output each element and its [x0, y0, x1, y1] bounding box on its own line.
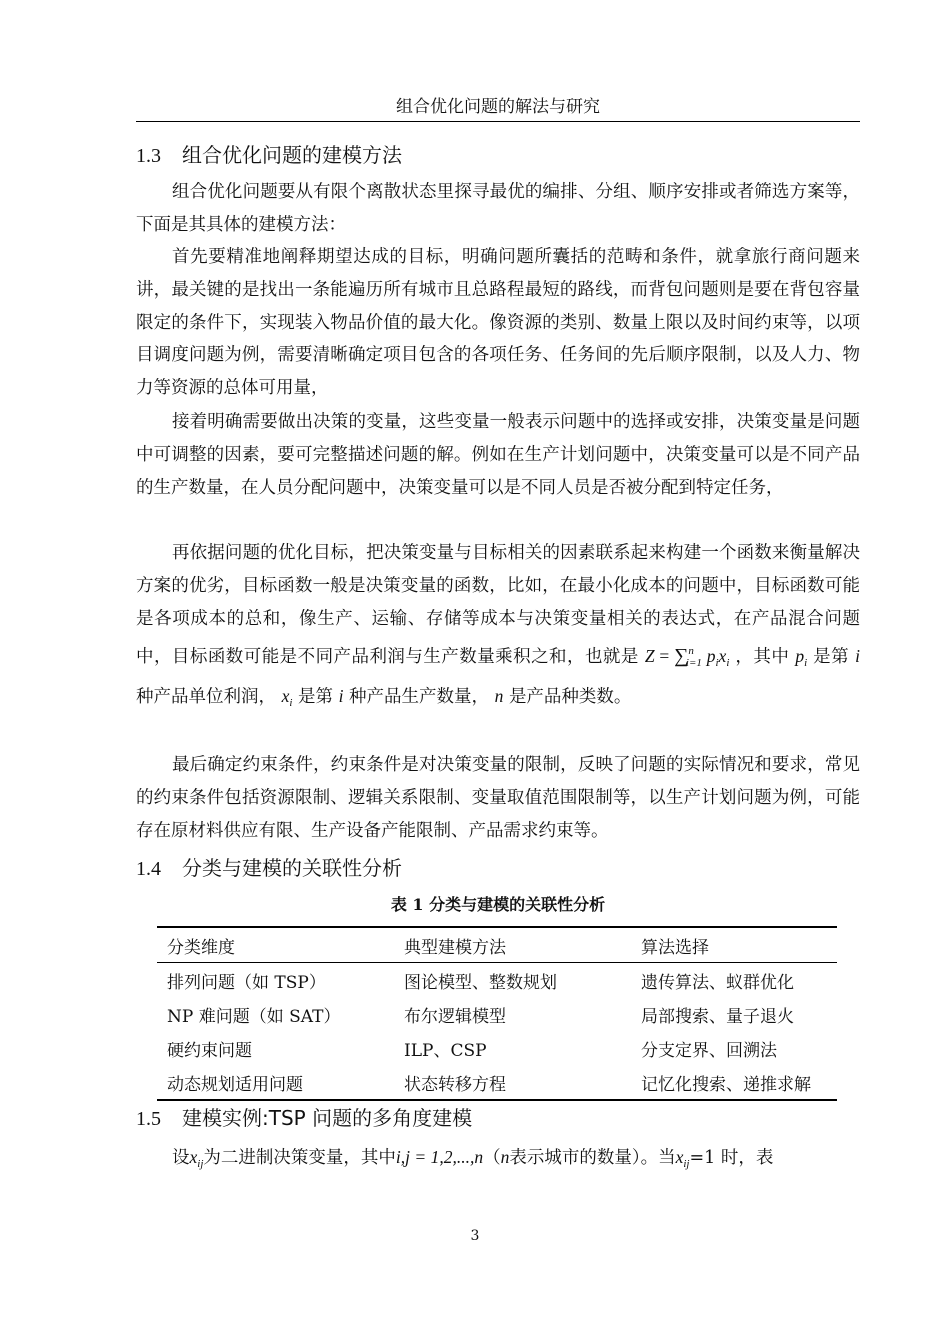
table-cell: 动态规划适用问题	[167, 1074, 303, 1095]
column-header: 算法选择	[641, 937, 709, 958]
table-cell: 遗传算法、蚁群优化	[641, 972, 794, 993]
running-header: 组合优化问题的解法与研究	[136, 92, 860, 122]
math-n: n	[494, 686, 504, 707]
table-cell: 排列问题（如 TSP）	[167, 972, 326, 993]
text-run: 是第	[813, 647, 850, 668]
text-run: 种产品生产数量，	[349, 687, 490, 708]
column-header: 典型建模方法	[404, 937, 506, 958]
math-x-ij: $x_{ij}$	[675, 1147, 690, 1170]
table-cell: NP 难问题（如 SAT）	[167, 1006, 341, 1027]
paragraph: 最后确定约束条件，约束条件是对决策变量的限制，反映了问题的实际情况和要求，常见的约束条件包括资源限制、逻辑关系限制、变量取值范围限制等，以生产计划问题为例，可能存在原材料供应有限、生产设备产能限制、产品需求约束等。	[136, 755, 860, 841]
paragraph: 首先要精准地阐释期望达成的目标，明确问题所囊括的范畴和条件，就拿旅行商问题来讲，最关键的是找出一条能遍历所有城市且总路程最短的路线，而背包问题则是要在背包容量限定的条件下，实现装入物品价值的最大化。像资源的类别、数量上限以及时间约束等，以项目调度问题为例，需要清晰确定项目包含的各项任务、任务间的先后顺序限制，以及人力、物力等资源的总体可用量，	[136, 247, 860, 399]
math-x-i: $x_i$	[281, 686, 293, 710]
section-heading-1-5	[136, 1102, 472, 1131]
math-p-i: $p_i$	[795, 646, 808, 670]
section-number: 1.3	[136, 145, 161, 167]
table-cell: 硬约束问题	[167, 1040, 252, 1061]
section-title: 建模实例:TSP 问题的多角度建模	[182, 1106, 473, 1130]
table-cell: 记忆化搜索、递推求解	[641, 1074, 811, 1095]
table-row	[157, 997, 837, 1031]
table-cell: 状态转移方程	[404, 1074, 506, 1095]
text-run: =1 时，表	[689, 1148, 774, 1168]
table-row	[157, 1065, 837, 1100]
paragraph: 组合优化问题要从有限个离散状态里探寻最优的编排、分组、顺序安排或者筛选方案等，下面是其具体的建模方法：	[136, 182, 860, 235]
table-caption: 表 1 分类与建模的关联性分析	[390, 895, 606, 914]
section-number: 1.4	[136, 858, 161, 880]
table-cell: ILP、CSP	[404, 1040, 487, 1061]
math-i: i	[855, 646, 860, 667]
text-run: （	[483, 1148, 501, 1168]
section-title: 组合优化问题的建模方法	[182, 143, 402, 167]
section-heading-1-4	[136, 852, 402, 881]
math-n: n	[500, 1147, 510, 1167]
math-x-ij: $x_{ij}$	[189, 1147, 204, 1170]
section-number: 1.5	[136, 1108, 161, 1130]
objective-formula: Z = ∑$^n_{i=1}$ $p_ix_i$	[644, 645, 730, 670]
table-cell: 布尔逻辑模型	[404, 1006, 506, 1027]
text-run: 表示城市的数量）。当	[509, 1148, 676, 1168]
table-row	[157, 1031, 837, 1065]
table-cell: 分支定界、回溯法	[641, 1040, 777, 1061]
column-header: 分类维度	[167, 937, 235, 958]
paragraph: 接着明确需要做出决策的变量，这些变量一般表示问题中的选择或安排，决策变量是问题中可调整的因素，要可完整描述问题的解。例如在生产计划问题中，决策变量可以是不同产品的生产数量，在人员分配问题中，决策变量可以是不同人员是否被分配到特定任务，	[136, 412, 860, 498]
text-run: 是第	[298, 687, 333, 708]
text-run: 再依据问题的优化目标，把决策变量与目标相关的因素联系起来构建一个函数来衡量解决方案的优劣，目标函数一般是决策变量的函数，比如，在最小化成本的问题中，目标函数可能是各项成本的总和，像生产、运输、存储等成本与决策变量相关的表达式，在产品混合问题中，目标函数可能是不同产品利润与生产数量乘积之和，也就是	[136, 543, 860, 668]
table-cell: 局部搜索、量子退火	[641, 1006, 794, 1027]
text-run: 是产品种类数。	[508, 687, 632, 708]
section-title: 分类与建模的关联性分析	[182, 856, 402, 880]
text-run: 为二进制决策变量，其中	[203, 1148, 396, 1168]
page-number: 3	[470, 1228, 480, 1244]
table-cell: 图论模型、整数规划	[404, 972, 557, 993]
section-heading-1-3	[136, 139, 402, 168]
paragraph-tsp	[136, 1141, 860, 1181]
paragraph-objective	[136, 537, 860, 720]
table-row	[157, 963, 837, 998]
classification-table	[157, 926, 837, 1101]
table-header-row	[157, 927, 837, 963]
text-run: 种产品单位利润，	[136, 687, 276, 708]
text-run: ，其中	[735, 647, 790, 668]
math-index-range: i,j = 1,2,...,n	[395, 1147, 484, 1167]
text-run: 设	[172, 1148, 190, 1168]
math-i: i	[338, 686, 344, 707]
